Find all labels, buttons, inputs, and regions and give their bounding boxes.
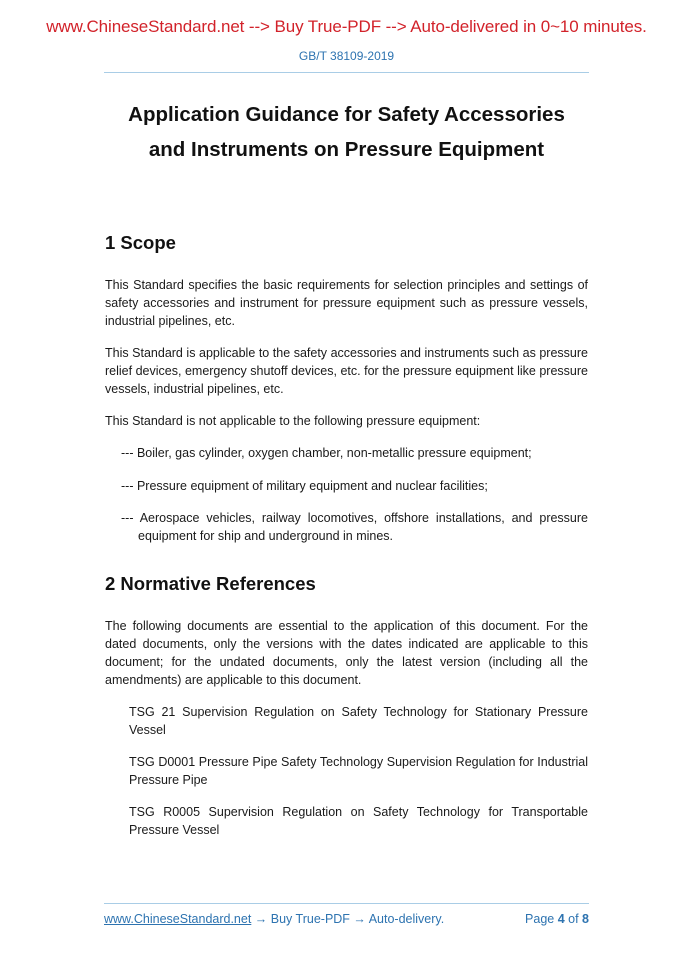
- references-intro-paragraph: The following documents are essential to the application of this document. For the dated documents, only the versions with the dates indicated are applicable to this document; for the undated documents, only the latest version (including all the amendments) are applicable to this document.: [105, 619, 588, 687]
- page-label: Page: [525, 912, 558, 926]
- title-line-1: Application Guidance for Safety Accessories: [128, 103, 565, 126]
- page-indicator: [525, 912, 589, 926]
- page-current: 4: [557, 912, 565, 926]
- scope-paragraph-1: This Standard specifies the basic requirements for selection principles and settings of safety accessories and instrument for pressure equipment such as pressure vessels, industrial pipelines, etc.: [105, 278, 588, 328]
- scope-paragraph-3: This Standard is not applicable to the following pressure equipment:: [105, 414, 481, 428]
- header-divider: [104, 72, 589, 73]
- promo-banner[interactable]: www.ChineseStandard.net --> Buy True-PDF --> Auto-delivered in 0~10 minutes.: [46, 17, 647, 36]
- footer-promo-text: → Buy True-PDF → Auto-delivery.: [251, 912, 445, 926]
- exclusion-item: --- Aerospace vehicles, railway locomotives, offshore installations, and pressure equipment for ship and underground in mines.: [121, 511, 588, 543]
- footer-divider: [104, 903, 589, 904]
- reference-item: TSG 21 Supervision Regulation on Safety Technology for Stationary Pressure Vessel: [129, 705, 588, 737]
- title-line-2: and Instruments on Pressure Equipment: [148, 138, 545, 161]
- footer-promo: [104, 912, 444, 926]
- page-of-label: of: [564, 912, 583, 926]
- reference-item: TSG D0001 Pressure Pipe Safety Technology Supervision Regulation for Industrial Pressure Pipe: [129, 755, 588, 787]
- exclusion-item: --- Boiler, gas cylinder, oxygen chamber, non-metallic pressure equipment;: [121, 446, 532, 460]
- document-title: [0, 97, 693, 167]
- section-heading-scope: 1 Scope: [105, 232, 176, 253]
- page-total: 8: [582, 912, 589, 926]
- page-footer: [104, 912, 589, 926]
- section-heading-normative-references: 2 Normative References: [105, 573, 316, 594]
- footer-site-link[interactable]: www.ChineseStandard.net: [104, 912, 252, 926]
- reference-item: TSG R0005 Supervision Regulation on Safety Technology for Transportable Pressure Vessel: [129, 805, 588, 837]
- scope-paragraph-2: This Standard is applicable to the safety accessories and instruments such as pressure relief devices, emergency shutoff devices, etc. for the pressure equipment like pressure vessels, industrial pipelines, etc.: [105, 346, 588, 396]
- standard-code: GB/T 38109-2019: [298, 49, 395, 63]
- exclusion-item: --- Pressure equipment of military equipment and nuclear facilities;: [121, 479, 488, 493]
